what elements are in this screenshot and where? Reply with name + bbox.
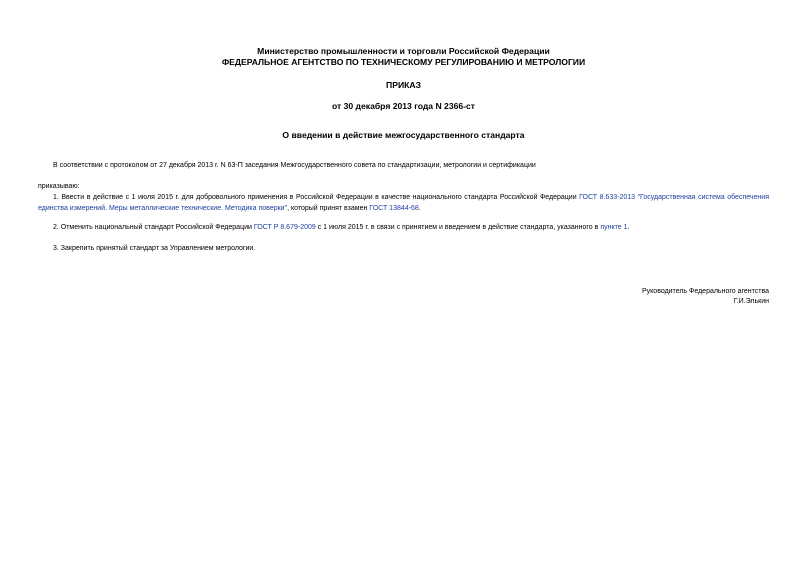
item2-text-a: 2. Отменить национальный стандарт Российской Федерации: [53, 224, 254, 231]
document-type: ПРИКАЗ: [386, 80, 421, 90]
order-item-2: [53, 223, 629, 234]
link-gost-8-633-2013[interactable]: ГОСТ 8.633-2013: [579, 194, 636, 201]
signature-position: Руководитель Федерального агентства: [641, 288, 769, 295]
item1-text-a: 1. Ввести в действие с 1 июля 2015 г. для добровольного применения в Российской Федерации в качестве национального стандарта Российской Федерации: [53, 194, 580, 201]
link-gost-r-8-679-2009[interactable]: ГОСТ Р 8.679-2009: [253, 224, 316, 231]
document-date-number: от 30 декабря 2013 года N 2366-ст: [331, 101, 476, 111]
order-item-3: 3. Закрепить принятый стандарт за Управлением метрологии.: [53, 245, 256, 252]
document-subject: О введении в действие межгосударственного стандарта: [282, 130, 525, 140]
agency-title: ФЕДЕРАЛЬНОЕ АГЕНТСТВО ПО ТЕХНИЧЕСКОМУ РЕГУЛИРОВАНИЮ И МЕТРОЛОГИИ: [221, 57, 586, 67]
order-item-1: [38, 192, 769, 214]
ministry-title: Министерство промышленности и торговли Российской Федерации: [257, 46, 550, 56]
item2-text-c: .: [627, 224, 630, 231]
link-point-1[interactable]: пункте 1: [600, 224, 628, 231]
link-standard-title[interactable]: "Государственная система обеспечения единства измерений. Меры металлические технические. Методика поверки": [38, 194, 770, 212]
link-gost-13844-68[interactable]: ГОСТ 13844-68: [369, 205, 419, 212]
preamble-text: В соответствии с протоколом от 27 декабря 2013 г. N 63-П заседания Межгосударственного совета по стандартизации, метрологии и сертификации: [53, 162, 536, 169]
signature-name: Г.И.Элькин: [733, 298, 769, 305]
item1-text-b: , который принят взамен: [287, 205, 370, 212]
order-word: приказываю:: [38, 183, 80, 190]
item1-text-c: .: [418, 205, 421, 212]
item2-text-b: с 1 июля 2015 г. в связи с принятием и введением в действие стандарта, указанного в: [315, 224, 601, 231]
